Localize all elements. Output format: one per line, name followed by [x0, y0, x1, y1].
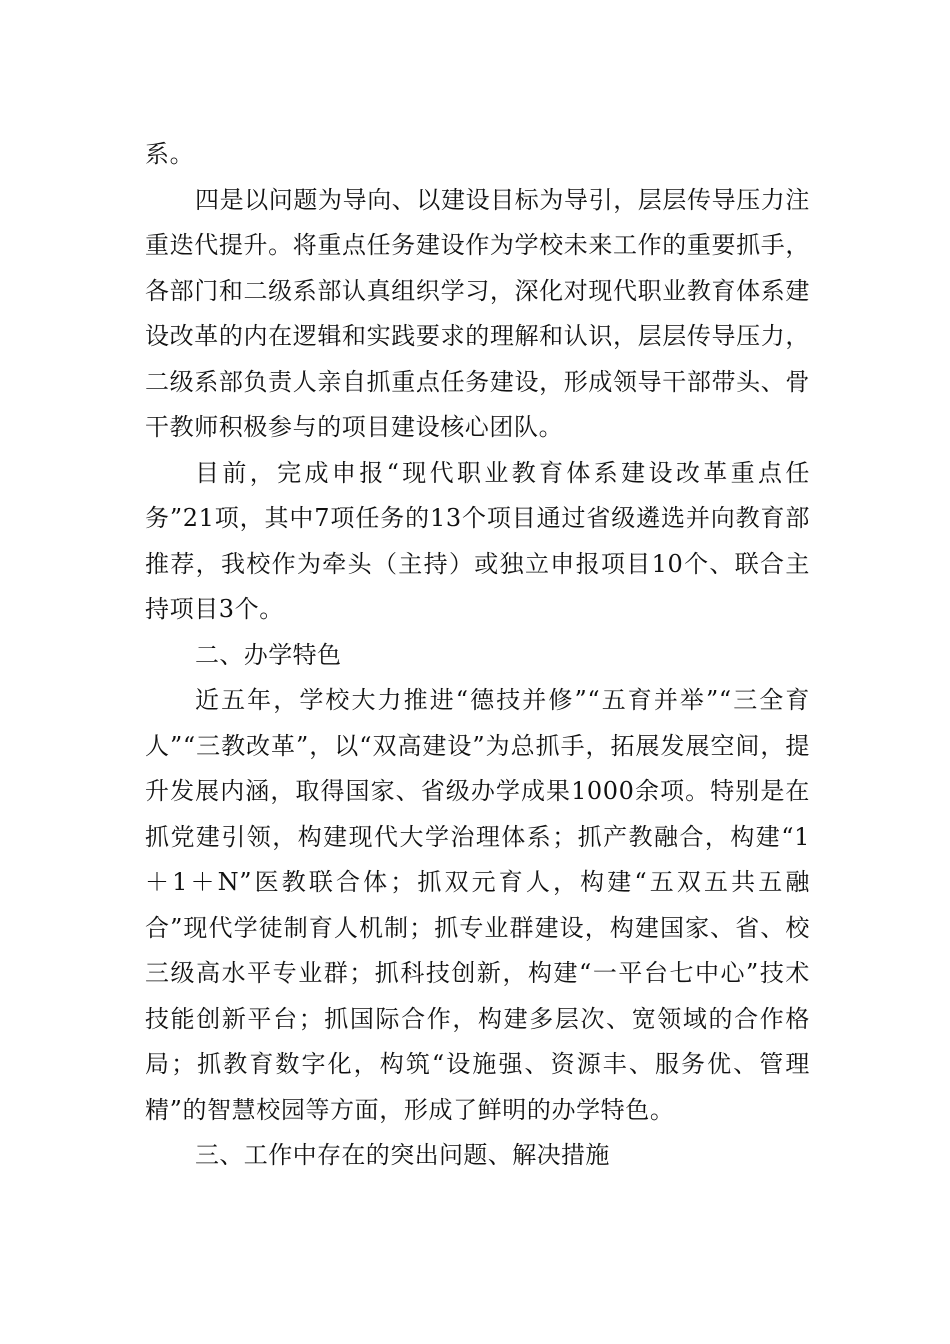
paragraph-point-four: 四是以问题为导向、以建设目标为导引，层层传导压力注重迭代提升。将重点任务建设作为学校未来工作的重要抓手，各部门和二级系部认真组织学习，深化对现代职业教育体系建设改革的内在逻辑和实践要求的理解和认识，层层传导压力，二级系部负责人亲自抓重点任务建设，形成领导干部带头、骨干教师积极参与的项目建设核心团队。 — [145, 185, 810, 441]
paragraph-features: 近五年，学校大力推进“德技并修”“五育并举”“三全育人”“三教改革”，以“双高建设”为总抓手，拓展发展空间，提升发展内涵，取得国家、省级办学成果1000余项。特别是在抓党建引领，构建现代大学治理体系；抓产教融合，构建“1＋1＋N”医教联合体；抓双元育人，构建“五双五共五融合”现代学徒制育人机制；抓专业群建设，构建国家、省、校三级高水平专业群；抓科技创新，构建“一平台七中心”技术技能创新平台；抓国际合作，构建多层次、宽领域的合作格局；抓教育数字化，构筑“设施强、资源丰、服务优、管理精”的智慧校园等方面，形成了鲜明的办学特色。 — [145, 686, 810, 1124]
paragraph-continuation: 系。 — [145, 140, 195, 168]
section-heading-features: 二、办学特色 — [195, 640, 342, 669]
document-body — [145, 132, 810, 1179]
section-heading-problems: 三、工作中存在的突出问题、解决措施 — [195, 1141, 610, 1169]
paragraph-current-status: 目前，完成申报“现代职业教育体系建设改革重点任务”21项，其中7项任务的13个项目通过省级遴选并向教育部推荐，我校作为牵头（主持）或独立申报项目10个、联合主持项目3个。 — [145, 458, 810, 623]
